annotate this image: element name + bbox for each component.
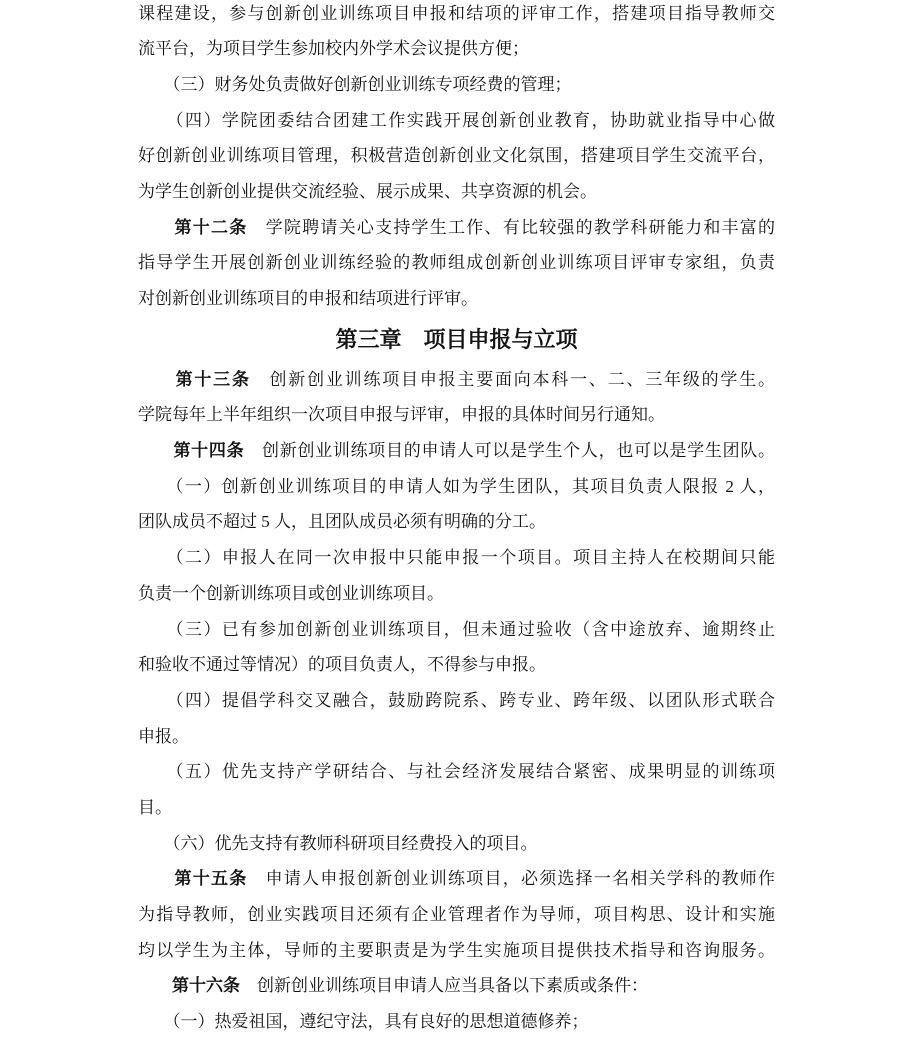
text-line	[138, 433, 775, 469]
text-run: （三）已有参加创新创业训练项目，但未通过验收（含中途放弃、逾期终止	[138, 619, 775, 639]
text-run: 学院聘请关心支持学生工作、有比较强的教学科研能力和丰富的	[247, 217, 776, 237]
text-line	[138, 719, 775, 755]
text-run: 流平台，为项目学生参加校内外学术会议提供方便；	[138, 39, 529, 59]
text-line	[138, 576, 775, 612]
bold-text-run: 第十四条	[173, 441, 245, 461]
text-run	[138, 370, 176, 389]
text-run: 创新创业训练项目申报主要面向本科一、二、三年级的学生。	[250, 369, 776, 389]
text-line	[138, 540, 775, 576]
text-run: （一）热爱祖国，遵纪守法，具有良好的思想道德修养；	[138, 1012, 589, 1032]
text-line	[138, 245, 775, 281]
text-run: 均以学生为主体，导师的主要职责是为学生实施项目提供技术指导和咨询服务。	[138, 940, 775, 960]
text-line	[138, 281, 775, 317]
text-line	[138, 1004, 775, 1040]
text-run	[138, 976, 172, 995]
text-run: （五）优先支持产学研结合、与社会经济发展结合紧密、成果明显的训练项	[138, 762, 775, 782]
text-run: 团队成员不超过 5 人，且团队成员必须有明确的分工。	[138, 512, 546, 532]
bold-text-run: 第十二条	[174, 217, 248, 237]
text-run	[138, 218, 174, 237]
text-run: 为指导教师，创业实践项目还须有企业管理者作为导师，项目构思、设计和实施	[138, 905, 775, 924]
text-line	[138, 826, 775, 862]
text-run: 对创新创业训练项目的申报和结项进行评审。	[138, 289, 478, 308]
text-line	[138, 861, 775, 897]
text-run: 申报。	[138, 726, 189, 746]
document-body	[138, 0, 775, 1040]
text-line	[138, 210, 775, 246]
text-run	[138, 869, 174, 888]
text-line	[138, 397, 775, 433]
bold-text-run: 第十五条	[174, 869, 248, 889]
text-line	[138, 469, 775, 505]
text-run: 负责一个创新训练项目或创业训练项目。	[138, 583, 444, 603]
text-run: 学院每年上半年组织一次项目申报与评审，申报的具体时间另行通知。	[138, 405, 665, 425]
chapter-heading	[138, 317, 775, 362]
text-line	[138, 138, 775, 174]
text-run: 申请人申报创新创业训练项目，必须选择一名相关学科的教师作	[247, 869, 776, 889]
text-run: 和验收不通过等情况）的项目负责人，不得参与申报。	[138, 655, 546, 675]
text-line	[138, 612, 775, 648]
text-run: 指导学生开展创新创业训练经验的教师组成创新创业训练项目评审专家组，负责	[138, 253, 775, 273]
text-line	[138, 647, 775, 683]
text-line	[138, 0, 775, 31]
text-line	[138, 31, 775, 67]
text-line	[138, 754, 775, 790]
text-line	[138, 933, 775, 969]
text-run: （六）优先支持有教师科研项目经费投入的项目。	[138, 833, 538, 853]
text-line	[138, 174, 775, 210]
text-line	[138, 968, 775, 1004]
bold-text-run: 第十六条	[172, 976, 240, 996]
text-run: 目。	[138, 797, 172, 817]
text-run: （三）财务处负责做好创新创业训练专项经费的管理；	[138, 74, 572, 94]
text-run: （四）学院团委结合团建工作实践开展创新创业教育，协助就业指导中心做	[138, 110, 775, 130]
text-line	[138, 897, 775, 933]
text-line	[138, 362, 775, 398]
text-run: 为学生创新创业提供交流经验、展示成果、共享资源的机会。	[138, 181, 597, 201]
text-run: 课程建设，参与创新创业训练项目申报和结项的评审工作，搭建项目指导教师交	[138, 3, 775, 23]
text-run: 创新创业训练项目的申请人可以是学生个人，也可以是学生团队。	[244, 441, 776, 461]
text-run: 创新创业训练项目申请人应当具备以下素质或条件：	[240, 976, 648, 996]
bold-text-run: 第十三条	[175, 369, 251, 389]
text-line	[138, 790, 775, 826]
text-run: （四）提倡学科交叉融合，鼓励跨院系、跨专业、跨年级、以团队形式联合	[138, 690, 775, 710]
text-run	[138, 441, 173, 460]
text-line	[138, 504, 775, 540]
bold-text-run: 第三章 项目申报与立项	[335, 326, 578, 352]
text-line	[138, 683, 775, 719]
text-run: （二）申报人在同一次申报中只能申报一个项目。项目主持人在校期间只能	[138, 548, 775, 568]
text-line	[138, 103, 775, 139]
text-run: （一）创新创业训练项目的申请人如为学生团队，其项目负责人限报 2 人，	[138, 476, 775, 496]
text-run: 好创新创业训练项目管理，积极营造创新创业文化氛围，搭建项目学生交流平台，	[138, 146, 775, 166]
text-line	[138, 67, 775, 103]
